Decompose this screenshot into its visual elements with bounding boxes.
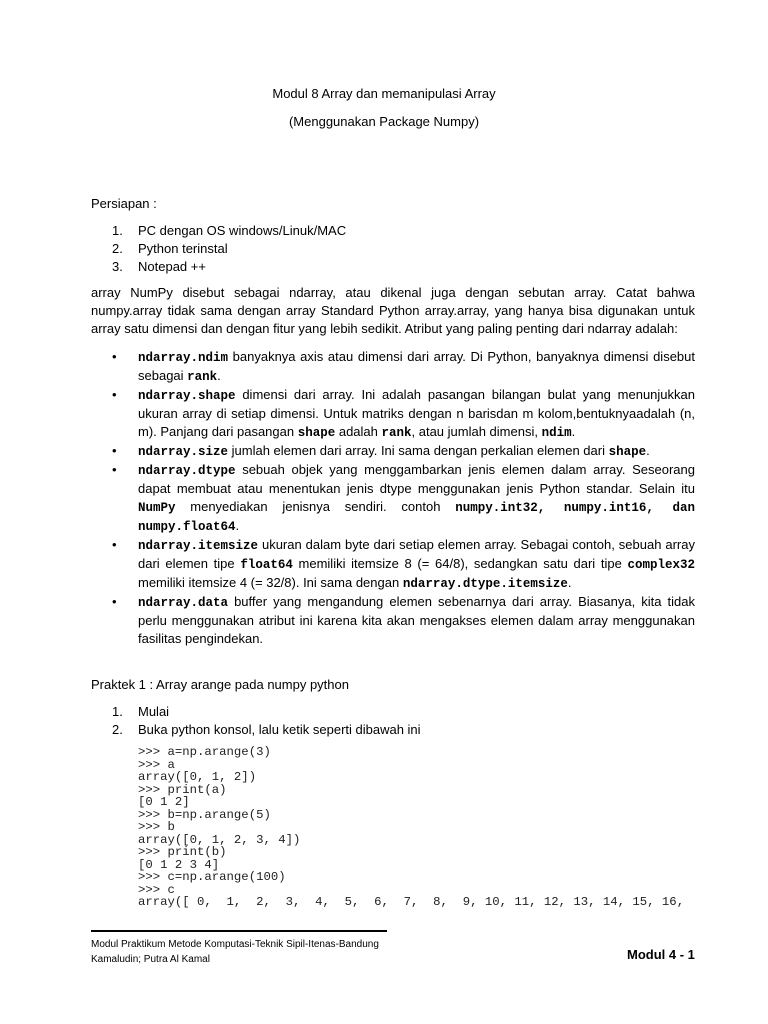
console-line: >>> a=np.arange(3): [138, 745, 271, 759]
console-line: [0 1 2 3 4]: [138, 857, 220, 872]
console-line: array([ 0, 1, 2, 3, 4, 5, 6, 7, 8, 9, 10, 11, 12, 13, 14, 15, 16,: [138, 895, 685, 909]
console-line: >>> print(a): [138, 782, 227, 797]
bullet-icon: •: [112, 387, 117, 402]
attribute-text: .: [571, 424, 576, 439]
console-line: >>> c=np.arange(100): [138, 870, 286, 884]
attribute-text: .: [235, 518, 240, 533]
intro-paragraph: array NumPy disebut sebagai ndarray, atau dikenal juga dengan sebutan array. Catat bahwa numpy.array tidak sama dengan array Standard Python array.array, yang hanya bisa digunakan untuk array satu dimensi dan dengan fitur yang lebih sedikit. Atribut yang paling penting dari ndarray adalah:: [91, 285, 695, 336]
bullet-icon: •: [112, 594, 117, 609]
attribute-list: [112, 348, 695, 648]
list-item-text: Buka python konsol, lalu ketik seperti dibawah ini: [138, 722, 421, 737]
attribute-item: [112, 386, 695, 442]
inline-code: ndarray.shape: [138, 389, 236, 403]
footer-divider: [91, 930, 387, 932]
list-number: 2.: [112, 722, 123, 737]
inline-code: ndarray.dtype: [138, 464, 236, 478]
console-line: [0 1 2]: [138, 795, 190, 809]
list-item: [112, 703, 421, 721]
list-item-text: Mulai: [138, 704, 170, 719]
list-number: 1.: [112, 704, 123, 719]
attribute-item: [112, 593, 695, 648]
attribute-text: sebuah objek yang menggambarkan jenis elemen dalam array. Seseorang dapat membuat atau menentukan jenis dtype menggunakan jenis Python standar. Selain itu: [138, 462, 695, 496]
list-number: 3.: [112, 259, 123, 274]
console-line: >>> c: [138, 882, 175, 897]
inline-code: shape: [297, 426, 336, 440]
console-line: array([0, 1, 2, 3, 4]): [138, 832, 301, 847]
list-number: 2.: [112, 241, 123, 256]
attribute-text: .: [217, 368, 221, 383]
python-console-listing: [138, 746, 684, 909]
list-item-text: PC dengan OS windows/Linuk/MAC: [138, 223, 347, 238]
inline-code: rank: [381, 426, 412, 440]
footer-authors: Kamaludin; Putra Al Kamal: [91, 954, 210, 965]
inline-code: ndarray.size: [138, 445, 229, 459]
console-line: >>> print(b): [138, 845, 227, 859]
console-line: array([0, 1, 2]): [138, 770, 257, 784]
list-item: [112, 240, 346, 258]
footer-course: Modul Praktikum Metode Komputasi-Teknik Sipil-Itenas-Bandung: [91, 939, 379, 950]
attribute-item: [112, 536, 695, 593]
list-item: [112, 222, 346, 240]
attribute-text: .: [567, 575, 572, 590]
inline-code: ndarray.dtype.itemsize: [402, 577, 568, 591]
inline-code: rank: [187, 370, 218, 384]
inline-code: ndarray.itemsize: [138, 539, 259, 553]
attribute-text: ukuran dalam byte dari setiap elemen array. Sebagai contoh, sebuah array dari elemen tipe: [138, 537, 695, 571]
attribute-item: [112, 461, 695, 536]
bullet-icon: •: [112, 462, 117, 477]
praktek-heading: Praktek 1 : Array arange pada numpy python: [91, 677, 349, 692]
attribute-item: [112, 442, 695, 461]
attribute-text: banyaknya axis atau dimensi dari array. Di Python, banyaknya dimensi disebut sebagai: [138, 349, 695, 383]
attribute-text: menyediakan jenisnya sendiri. contoh: [175, 499, 456, 514]
footer-credits: [91, 937, 379, 967]
inline-code: NumPy: [138, 501, 176, 515]
bullet-icon: •: [112, 443, 117, 458]
attribute-text: buffer yang mengandung elemen sebenarnya dari array. Biasanya, kita tidak perlu menggunakan atribut ini karena kita akan mengakses elemen dalam array menggunakan fasilitas pengindekan.: [138, 594, 695, 646]
attribute-text: dimensi dari array. Ini adalah pasangan bilangan bulat yang menunjukkan ukuran array di setiap dimensi. Untuk matriks dengan n barisdan m kolom,bentuknyaadalah (n, m). Panjang dari pasangan: [138, 387, 695, 439]
list-number: 1.: [112, 223, 123, 238]
console-line: >>> b=np.arange(5): [138, 807, 271, 822]
attribute-text: , atau jumlah dimensi,: [411, 424, 542, 439]
attribute-text: memiliki itemsize 4 (= 32/8). Ini sama dengan: [138, 575, 403, 590]
console-line: >>> b: [138, 820, 175, 834]
inline-code: ndarray.data: [138, 596, 229, 610]
praktek-steps: [112, 703, 421, 739]
bullet-icon: •: [112, 537, 117, 552]
page-title: Modul 8 Array dan memanipulasi Array: [272, 86, 496, 101]
attribute-text: .: [646, 443, 650, 458]
list-item-text: Notepad ++: [138, 259, 206, 274]
attribute-text: memiliki itemsize 8 (= 64/8), sedangkan satu dari tipe: [292, 556, 628, 571]
attribute-text: adalah: [335, 424, 382, 439]
console-line: >>> a: [138, 757, 175, 772]
persiapan-list: [112, 222, 346, 276]
attribute-text: jumlah elemen dari array. Ini sama dengan perkalian elemen dari: [228, 443, 609, 458]
inline-code: float64: [240, 558, 293, 572]
list-item: [112, 721, 421, 739]
inline-code: numpy.int32, numpy.int16, dan numpy.float64: [138, 501, 695, 534]
page-subtitle: (Menggunakan Package Numpy): [288, 114, 480, 129]
inline-code: shape: [608, 445, 647, 459]
list-item: [112, 258, 346, 276]
page-number: Modul 4 - 1: [627, 947, 695, 962]
inline-code: complex32: [627, 558, 695, 572]
inline-code: ndarray.ndim: [138, 351, 229, 365]
persiapan-heading: Persiapan :: [91, 196, 157, 211]
bullet-icon: •: [112, 349, 117, 364]
inline-code: ndim: [541, 426, 572, 440]
list-item-text: Python terinstal: [138, 241, 228, 256]
attribute-item: [112, 348, 695, 386]
